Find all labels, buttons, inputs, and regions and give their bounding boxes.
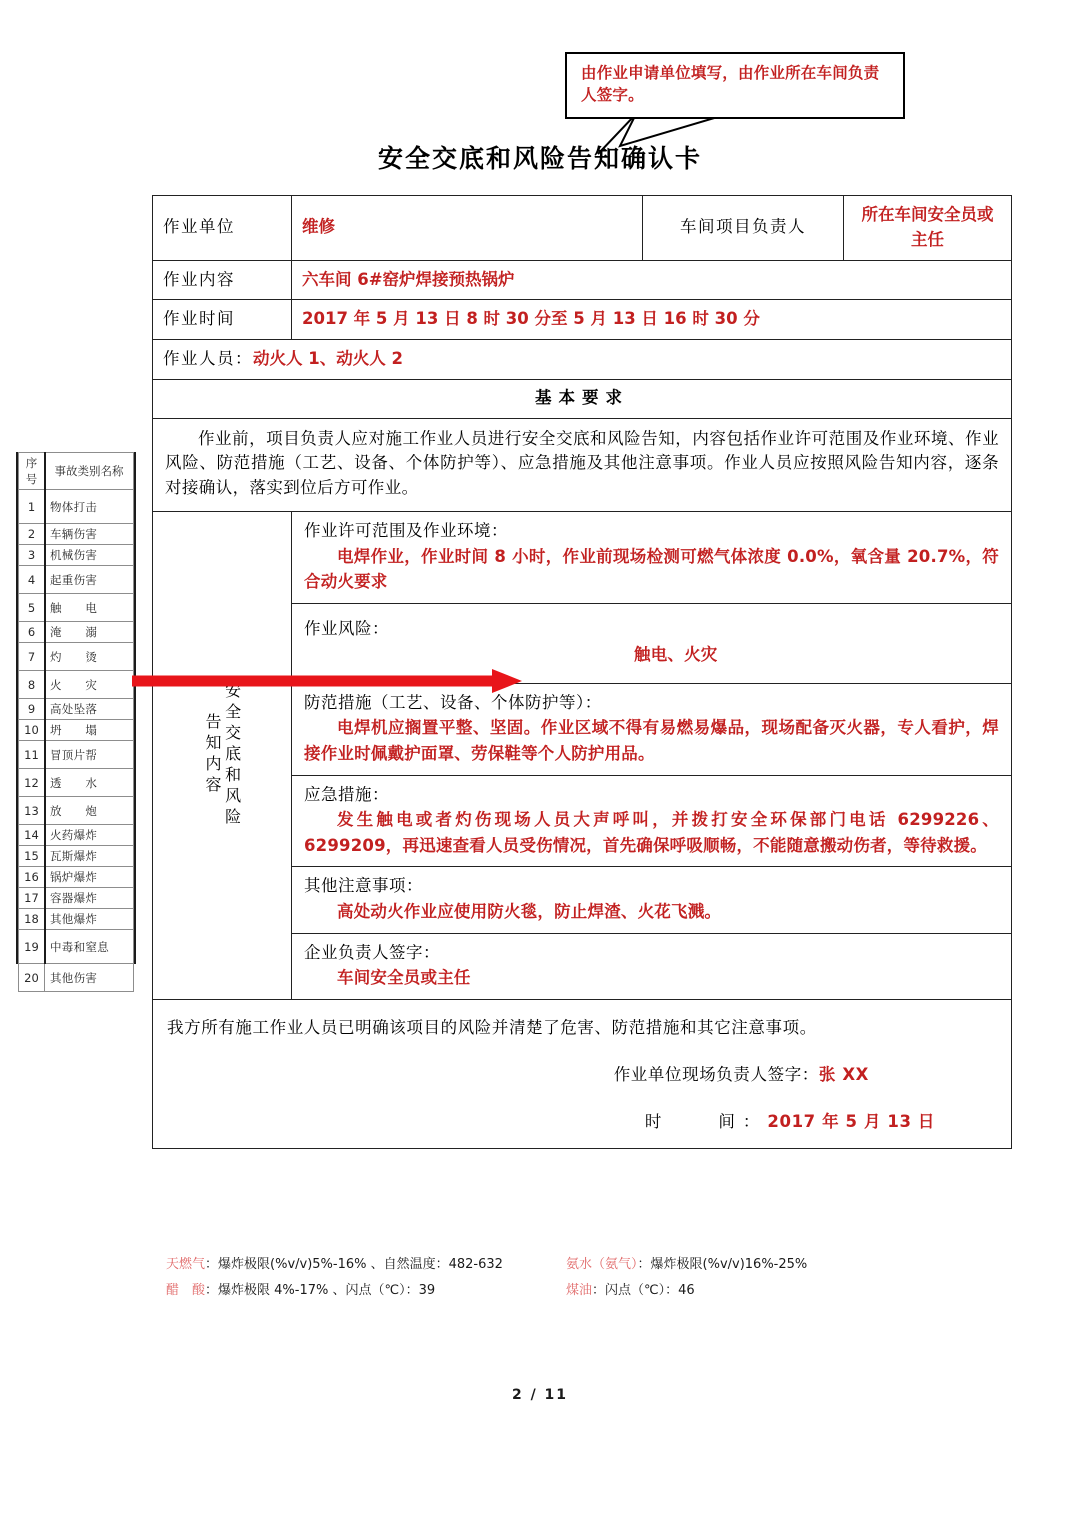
label-workshop-manager: 车间项目负责人 [643, 196, 844, 261]
side-label-disclosure-content [153, 511, 292, 999]
category-no: 8 [19, 671, 45, 699]
category-name: 高处坠落 [45, 699, 134, 720]
footnote-key: 煤油 [566, 1283, 593, 1299]
page-number-footer: 2 / 11 [511, 1387, 569, 1403]
heading-enterprise-signature: 企业负责人签字： [304, 942, 440, 962]
heading-basic-requirements: 基本要求 [153, 379, 1012, 418]
category-name: 锅炉爆炸 [45, 867, 134, 888]
category-no: 7 [19, 643, 45, 671]
category-name: 其他爆炸 [45, 909, 134, 930]
category-row [19, 909, 134, 930]
category-name: 冒顶片帮 [45, 741, 134, 769]
cell-enterprise-signature [292, 933, 1012, 999]
footnote-key: 醋 酸 [166, 1283, 206, 1299]
value-work-unit[interactable]: 维修 [292, 196, 643, 261]
category-table-right-rule [134, 452, 136, 964]
annotation-arrow-icon [130, 668, 525, 694]
value-enterprise-signature[interactable]: 车间安全员或主任 [337, 968, 471, 988]
category-no: 14 [19, 825, 45, 846]
footnote-cell [166, 1255, 566, 1275]
side-label-col-right: 安全交底和风险 [222, 681, 242, 829]
form-row-declaration [153, 1000, 1012, 1149]
label-declaration-date: 时 间： [644, 1111, 768, 1131]
annotation-callout-text: 由作业申请单位填写，由作业所在车间负责人签字。 [581, 64, 880, 105]
value-emergency-measures[interactable]: 发生触电或者灼伤现场人员大声呼叫，并拨打安全环保部门电话 6299226、6299209，再迅速查看人员受伤情况，首先确保呼吸顺畅，不能随意搬动伤者，等待救援。 [304, 810, 999, 855]
category-row [19, 930, 134, 964]
category-row [19, 643, 134, 671]
category-name: 火药爆炸 [45, 825, 134, 846]
category-row [19, 741, 134, 769]
value-other-notes[interactable]: 高处动火作业应使用防火毯，防止焊渣、火花飞溅。 [337, 902, 722, 922]
category-row [19, 888, 134, 909]
cell-other-notes [292, 867, 1012, 933]
category-no: 3 [19, 545, 45, 566]
category-row [19, 490, 134, 524]
heading-work-risk: 作业风险： [304, 619, 389, 639]
category-no: 16 [19, 867, 45, 888]
heading-other-notes: 其他注意事项： [304, 876, 423, 896]
category-name: 物体打击 [45, 490, 134, 524]
accident-category-table [18, 452, 134, 992]
category-name: 放 炮 [45, 797, 134, 825]
category-no: 11 [19, 741, 45, 769]
category-row [19, 769, 134, 797]
cell-personnel [153, 340, 1012, 380]
value-work-content[interactable]: 六车间 6#窑炉焊接预热锅炉 [292, 260, 1012, 300]
side-label-col-left: 告知内容 [203, 713, 222, 798]
form-row-personnel [153, 340, 1012, 380]
category-row [19, 545, 134, 566]
category-row [19, 846, 134, 867]
chemical-footnotes [166, 1255, 966, 1307]
category-no: 18 [19, 909, 45, 930]
category-no: 5 [19, 594, 45, 622]
form-row-time [153, 300, 1012, 340]
footnote-row [166, 1281, 966, 1301]
category-no: 9 [19, 699, 45, 720]
category-row-fire [19, 671, 134, 699]
category-row [19, 964, 134, 992]
category-header-no: 序号 [19, 453, 45, 490]
footnote-cell [566, 1281, 946, 1301]
text-declaration: 我方所有施工作业人员已明确该项目的风险并清楚了危害、防范措施和其它注意事项。 [167, 1018, 817, 1037]
category-no: 12 [19, 769, 45, 797]
label-site-manager-signature: 作业单位现场负责人签字： [613, 1064, 819, 1084]
declaration-signature-line [167, 1063, 997, 1088]
form-row-requirements-body [153, 418, 1012, 511]
value-work-time[interactable]: 2017 年 5 月 13 日 8 时 30 分至 5 月 13 日 16 时 30 分 [292, 300, 1012, 340]
category-row [19, 594, 134, 622]
footnote-row [166, 1255, 966, 1275]
footnote-key: 天燃气 [166, 1257, 206, 1272]
category-no: 4 [19, 566, 45, 594]
footnote-cell [566, 1255, 946, 1275]
category-name: 透 水 [45, 769, 134, 797]
label-personnel: 作业人员： [163, 349, 253, 368]
category-name: 车辆伤害 [45, 524, 134, 545]
category-name: 淹 溺 [45, 622, 134, 643]
category-no: 15 [19, 846, 45, 867]
form-row-permit-scope [153, 511, 1012, 603]
category-table-column-rule [44, 452, 46, 964]
label-work-unit: 作业单位 [153, 196, 292, 261]
category-no: 10 [19, 720, 45, 741]
footnote-value: ：闪点（℃）：46 [592, 1283, 695, 1299]
category-table-header-row [19, 453, 134, 490]
category-no: 20 [19, 964, 45, 992]
category-no: 1 [19, 490, 45, 524]
category-row [19, 699, 134, 720]
heading-permit-scope: 作业许可范围及作业环境： [304, 520, 508, 540]
category-no: 13 [19, 797, 45, 825]
category-name: 坍 塌 [45, 720, 134, 741]
category-row [19, 720, 134, 741]
category-name: 瓦斯爆炸 [45, 846, 134, 867]
category-name: 起重伤害 [45, 566, 134, 594]
category-name: 火 灾 [45, 671, 134, 699]
value-preventive-measures[interactable]: 电焊机应搁置平整、坚固。作业区域不得有易燃易爆品，现场配备灭火器，专人看护，焊接作业时佩戴护面罩、劳保鞋等个人防护用品。 [304, 718, 999, 763]
footnote-value: ：爆炸极限 4%-17% 、闪点（℃）：39 [205, 1283, 436, 1299]
category-no: 6 [19, 622, 45, 643]
value-permit-scope[interactable]: 电焊作业，作业时间 8 小时，作业前现场检测可燃气体浓度 0.0%，氧含量 20.7%，符合动火要求 [304, 546, 999, 592]
heading-emergency-measures: 应急措施： [304, 784, 389, 804]
category-name: 其他伤害 [45, 964, 134, 992]
footnote-value: ：爆炸极限(%v/v)16%-25% [637, 1257, 808, 1272]
category-row [19, 622, 134, 643]
footnote-key: 氨水（氨气） [566, 1257, 638, 1272]
text-basic-requirements [153, 418, 1012, 511]
cell-declaration [153, 1000, 1012, 1149]
form-row-requirements-heading [153, 379, 1012, 418]
value-declaration-date[interactable]: 2017 年 5 月 13 日 [767, 1111, 935, 1131]
category-row [19, 797, 134, 825]
page-title: 安全交底和风险告知确认卡 [377, 144, 702, 173]
category-name: 中毒和窒息 [45, 930, 134, 964]
value-work-risk[interactable]: 触电、火灾 [634, 645, 718, 665]
form-row-content [153, 260, 1012, 300]
text-basic-requirements-paragraph: 作业前，项目负责人应对施工作业人员进行安全交底和风险告知，内容包括作业许可范围及作业环境、作业风险、防范措施（工艺、设备、个体防护等）、应急措施及其他注意事项。作业人员应按照风险告知内容，逐条对接确认，落实到位后方可作业。 [165, 428, 999, 497]
footnote-value: ：爆炸极限(%v/v)5%-16% 、自然温度：482-632 [205, 1257, 503, 1272]
category-no: 19 [19, 930, 45, 964]
category-row [19, 825, 134, 846]
category-header-name: 事故类别名称 [45, 453, 134, 490]
heading-preventive-measures: 防范措施（工艺、设备、个体防护等）： [304, 692, 602, 712]
value-site-manager-signature[interactable]: 张 XX [818, 1064, 869, 1084]
value-workshop-manager[interactable]: 所在车间安全员或主任 [844, 196, 1012, 261]
category-no: 17 [19, 888, 45, 909]
form-row-unit [153, 196, 1012, 261]
category-name: 容器爆炸 [45, 888, 134, 909]
category-table-left-rule [16, 452, 18, 964]
footnote-cell [166, 1281, 566, 1301]
category-name: 机械伤害 [45, 545, 134, 566]
value-personnel[interactable]: 动火人 1、动火人 2 [253, 349, 403, 368]
category-name: 触 电 [45, 594, 134, 622]
cell-emergency-measures [292, 775, 1012, 867]
category-row [19, 566, 134, 594]
category-row [19, 524, 134, 545]
category-name: 灼 烫 [45, 643, 134, 671]
cell-permit-scope [292, 511, 1012, 603]
declaration-date-line [167, 1110, 997, 1135]
category-row [19, 867, 134, 888]
category-no: 2 [19, 524, 45, 545]
annotation-callout [565, 52, 905, 119]
label-work-time: 作业时间 [153, 300, 292, 340]
label-work-content: 作业内容 [153, 260, 292, 300]
cell-preventive-measures [292, 683, 1012, 775]
